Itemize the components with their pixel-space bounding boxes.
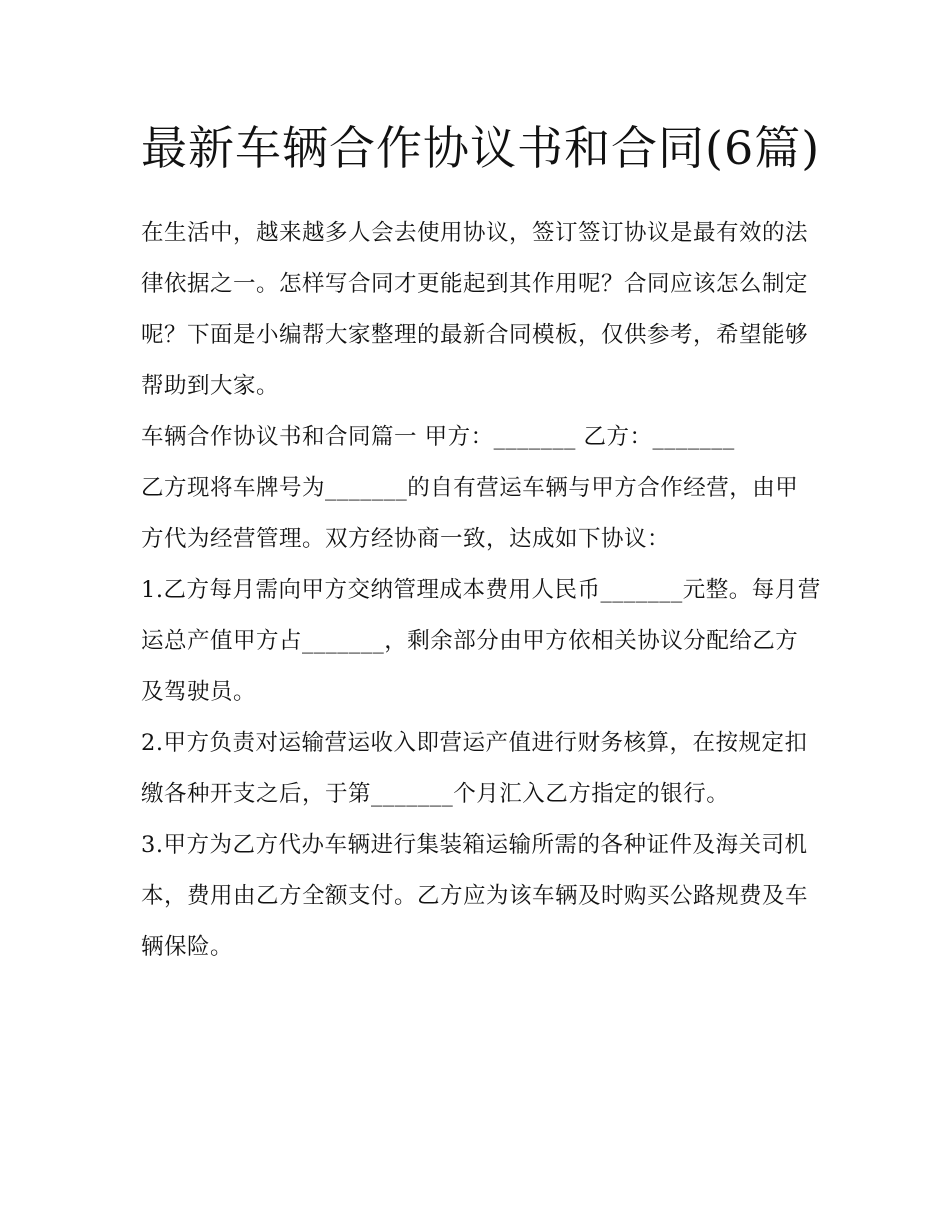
agreement-preamble: 乙方现将车牌号为_______的自有营运车辆与甲方合作经营，由甲方代为经营管理。双方经协商一致，达成如下协议： (141, 475, 799, 552)
parties-line: 车辆合作协议书和合同篇一 甲方：_______ 乙方：_______ (141, 424, 735, 450)
document-title: 最新车辆合作协议书和合同(6篇) (141, 121, 821, 175)
document-body (141, 110, 821, 973)
clause-2: 2.甲方负责对运输营运收入即营运产值进行财务核算，在按规定扣缴各种开支之后，于第_______个月汇入乙方指定的银行。 (141, 730, 808, 807)
clause-3: 3.甲方为乙方代办车辆进行集装箱运输所需的各种证件及海关司机本，费用由乙方全额支付。乙方应为该车辆及时购买公路规费及车辆保险。 (141, 832, 809, 960)
intro-paragraph: 在生活中，越来越多人会去使用协议，签订签订协议是最有效的法律依据之一。怎样写合同才更能起到其作用呢？合同应该怎么制定呢？下面是小编帮大家整理的最新合同模板，仅供参考，希望能够帮助到大家。 (141, 220, 809, 399)
clause-1: 1.乙方每月需向甲方交纳管理成本费用人民币_______元整。每月营运总产值甲方占_______，剩余部分由甲方依相关协议分配给乙方及驾驶员。 (141, 577, 821, 705)
